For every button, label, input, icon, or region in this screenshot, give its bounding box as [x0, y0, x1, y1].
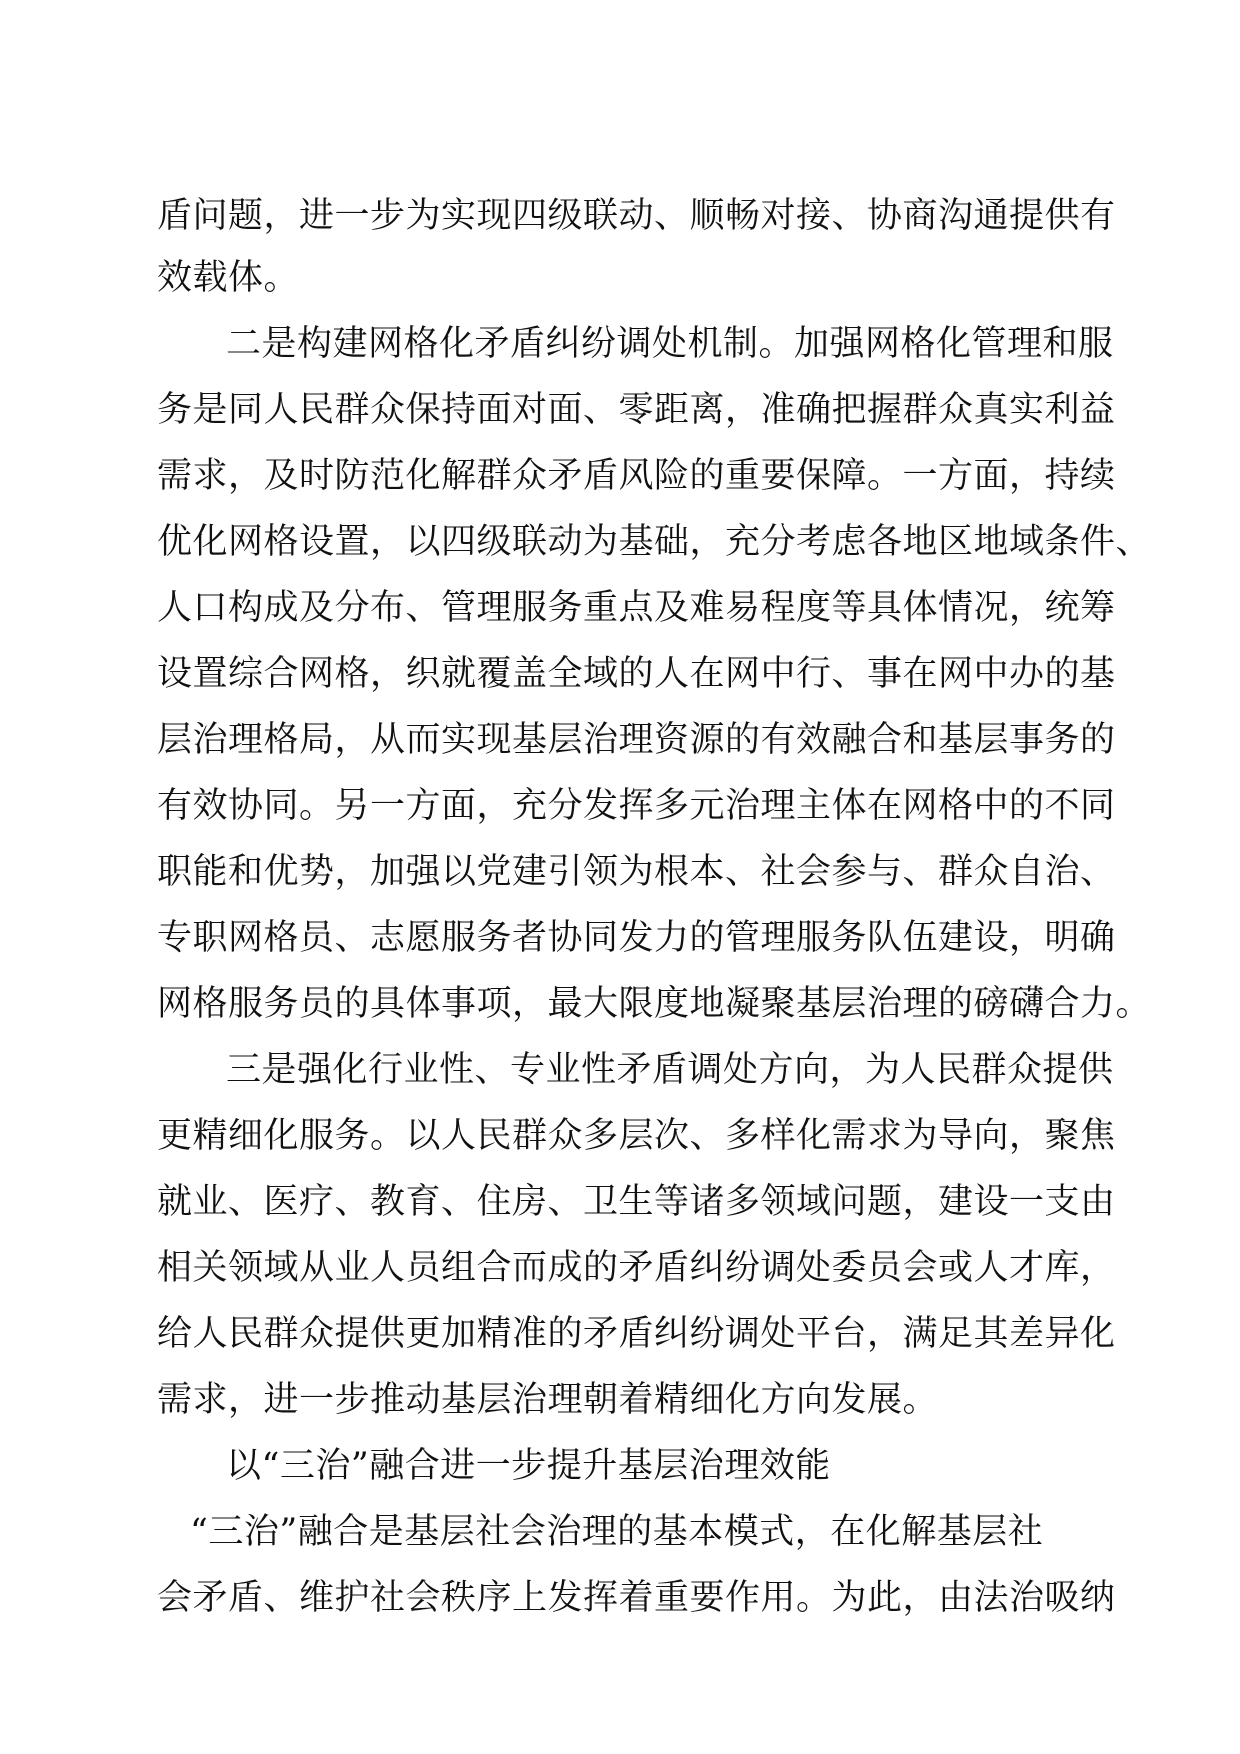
text-line: 人口构成及分布、管理服务重点及难易程度等具体情况，统筹: [157, 588, 1116, 628]
text-line: 专职网格员、志愿服务者协同发力的管理服务队伍建设，明确: [157, 918, 1116, 958]
text-line: 效载体。: [157, 258, 300, 298]
text-line: 相关领域从业人员组合而成的矛盾纠纷调处委员会或人才库，: [157, 1248, 1116, 1288]
text-line: 盾问题，进一步为实现四级联动、顺畅对接、协商沟通提供有: [157, 196, 1116, 236]
text-line: 务是同人民群众保持面对面、零距离，准确把握群众真实利益: [157, 390, 1116, 430]
text-line: 层治理格局，从而实现基层治理资源的有效融合和基层事务的: [157, 720, 1116, 760]
text-line: 设置综合网格，织就覆盖全域的人在网中行、事在网中办的基: [157, 654, 1116, 694]
text-line: 网格服务员的具体事项，最大限度地凝聚基层治理的磅礴合力。: [157, 984, 1152, 1024]
section-heading: 以“三治”融合进一步提升基层治理效能: [226, 1446, 831, 1486]
text-line: 职能和优势，加强以党建引领为根本、社会参与、群众自治、: [157, 852, 1116, 892]
paragraph-heading-line: 二是构建网格化矛盾纠纷调处机制。加强网格化管理和服: [226, 324, 1114, 364]
text-line: 就业、医疗、教育、住房、卫生等诸多领域问题，建设一支由: [157, 1182, 1116, 1222]
text-line: 会矛盾、维护社会秩序上发挥着重要作用。为此，由法治吸纳: [157, 1578, 1116, 1618]
text-line: 给人民群众提供更加精准的矛盾纠纷调处平台，满足其差异化: [157, 1314, 1116, 1354]
paragraph-heading-line: 三是强化行业性、专业性矛盾调处方向，为人民群众提供: [226, 1050, 1114, 1090]
text-line: 需求，进一步推动基层治理朝着精细化方向发展。: [157, 1380, 939, 1420]
text-line: “三治”融合是基层社会治理的基本模式，在化解基层社: [190, 1512, 1044, 1552]
text-line: 需求，及时防范化解群众矛盾风险的重要保障。一方面，持续: [157, 456, 1116, 496]
text-line: 更精细化服务。以人民群众多层次、多样化需求为导向，聚焦: [157, 1116, 1116, 1156]
text-line: 有效协同。另一方面，充分发挥多元治理主体在网格中的不同: [157, 786, 1116, 826]
text-line: 优化网格设置，以四级联动为基础，充分考虑各地区地域条件、: [157, 522, 1152, 562]
